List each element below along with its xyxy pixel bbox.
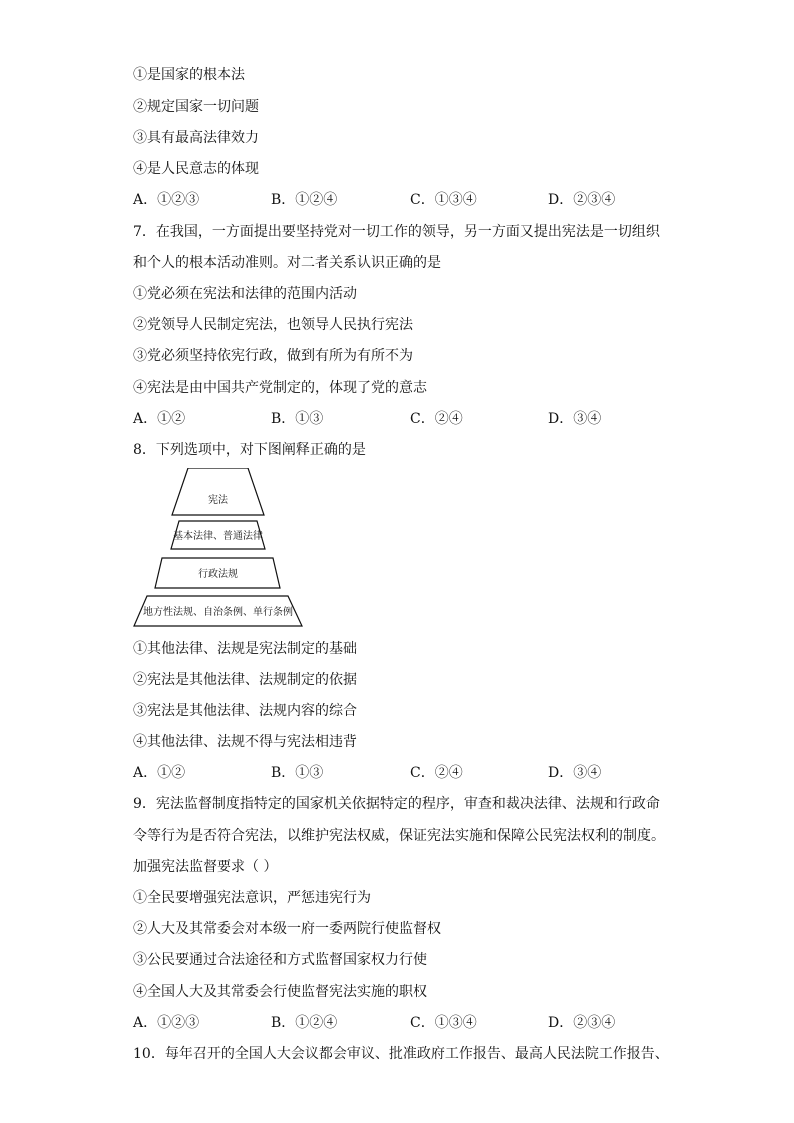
pyramid-label-laws: 基本法律、普通法律 [173, 531, 263, 542]
q9-item-2: ②人大及其常委会对本级一府一委两院行使监督权 [133, 921, 441, 937]
q8-options [133, 764, 653, 782]
q7-item-4: ④宪法是由中国共产党制定的，体现了党的意志 [133, 380, 427, 396]
q9-option-b[interactable]: B．①②④ [271, 1015, 338, 1031]
q8-option-d[interactable]: D．③④ [548, 765, 602, 781]
pyramid-label-admin-regulations: 行政法规 [198, 569, 238, 580]
q6-item-2: ②规定国家一切问题 [133, 99, 259, 115]
q7-option-c[interactable]: C．②④ [410, 411, 463, 427]
q9-option-d[interactable]: D．②③④ [548, 1015, 616, 1031]
pyramid-tier-1 [172, 468, 264, 515]
q9-stem-line-3: 加强宪法监督要求（ ） [133, 859, 278, 875]
q7-stem-line-1: 7．在我国，一方面提出要坚持党对一切工作的领导，另一方面又提出宪法是一切组织 [133, 224, 660, 240]
q8-option-c[interactable]: C．②④ [410, 765, 463, 781]
q8-option-b[interactable]: B．①③ [271, 765, 324, 781]
q10-stem-line-1: 10．每年召开的全国人大会议都会审议、批准政府工作报告、最高人民法院工作报告、 [133, 1046, 669, 1062]
q7-options [133, 410, 653, 428]
pyramid-label-local-regulations: 地方性法规、自治条例、单行条例 [143, 607, 293, 618]
q8-stem: 8．下列选项中，对下图阐释正确的是 [133, 442, 366, 458]
q8-item-3: ③宪法是其他法律、法规内容的综合 [133, 703, 357, 719]
q7-option-d[interactable]: D．③④ [548, 411, 602, 427]
q6-option-b[interactable]: B．①②④ [271, 192, 338, 208]
q9-options [133, 1014, 653, 1032]
pyramid-label-constitution: 宪法 [208, 495, 228, 506]
q9-item-1: ①全民要增强宪法意识，严惩违宪行为 [133, 890, 371, 906]
law-hierarchy-pyramid [132, 468, 304, 630]
q9-option-a[interactable]: A．①②③ [133, 1015, 200, 1031]
q9-item-3: ③公民要通过合法途径和方式监督国家权力行使 [133, 952, 427, 968]
q7-item-3: ③党必须坚持依宪行政，做到有所为有所不为 [133, 348, 413, 364]
q9-item-4: ④全国人大及其常委会行使监督宪法实施的职权 [133, 984, 427, 1000]
q7-item-1: ①党必须在宪法和法律的范围内活动 [133, 286, 357, 302]
q7-stem-line-2: 和个人的根本活动准则。对二者关系认识正确的是 [133, 255, 441, 271]
q8-item-4: ④其他法律、法规不得与宪法相违背 [133, 734, 357, 750]
q7-item-2: ②党领导人民制定宪法，也领导人民执行宪法 [133, 317, 413, 333]
q9-option-c[interactable]: C．①③④ [410, 1015, 477, 1031]
q8-item-2: ②宪法是其他法律、法规制定的依据 [133, 672, 357, 688]
q8-option-a[interactable]: A．①② [133, 765, 186, 781]
q6-option-a[interactable]: A．①②③ [133, 192, 200, 208]
q7-option-b[interactable]: B．①③ [271, 411, 324, 427]
q8-item-1: ①其他法律、法规是宪法制定的基础 [133, 641, 357, 657]
q9-stem-line-1: 9．宪法监督制度指特定的国家机关依据特定的程序，审查和裁决法律、法规和行政命 [133, 796, 660, 812]
q6-item-3: ③具有最高法律效力 [133, 130, 259, 146]
q6-options [133, 191, 653, 209]
q6-option-c[interactable]: C．①③④ [410, 192, 477, 208]
q6-option-d[interactable]: D．②③④ [548, 192, 616, 208]
q7-option-a[interactable]: A．①② [133, 411, 186, 427]
q6-item-1: ①是国家的根本法 [133, 67, 245, 83]
q9-stem-line-2: 令等行为是否符合宪法，以维护宪法权威，保证宪法实施和保障公民宪法权利的制度。 [133, 828, 665, 844]
q6-item-4: ④是人民意志的体现 [133, 161, 259, 177]
